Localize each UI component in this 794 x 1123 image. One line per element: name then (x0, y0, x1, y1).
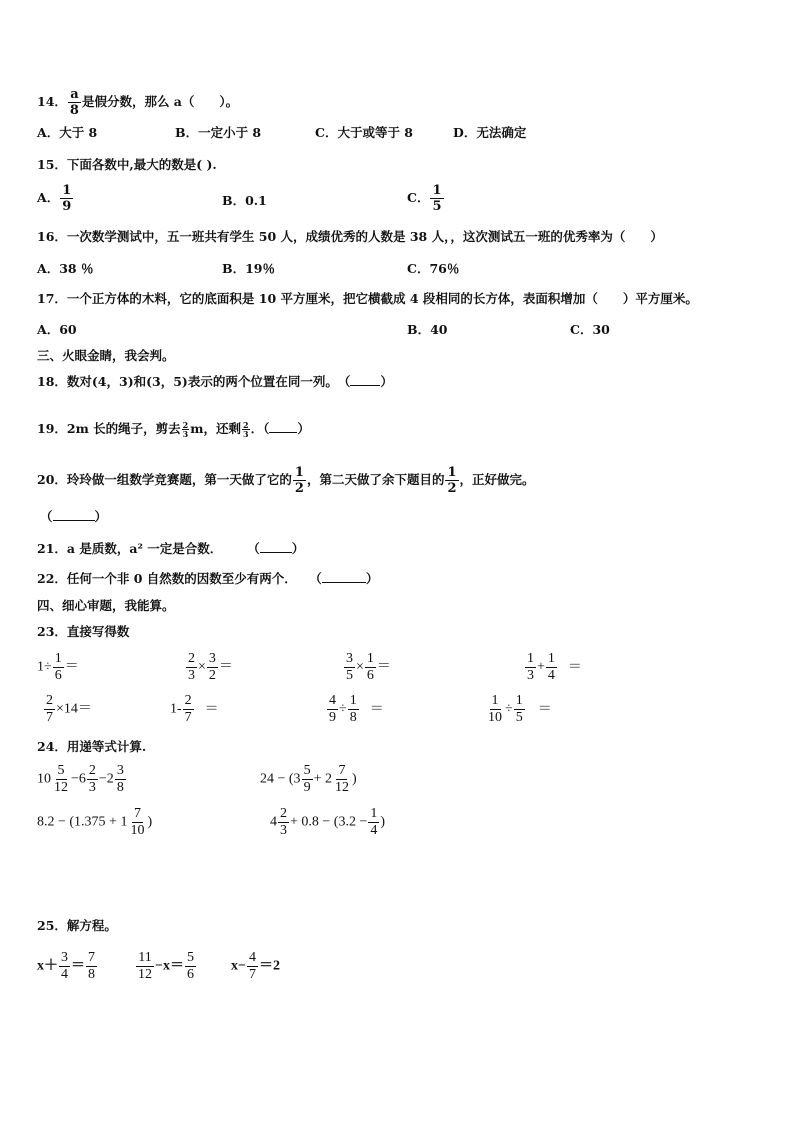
fraction: $\frac{a}{8}$ (69, 87, 79, 118)
answer-blank[interactable] (53, 509, 95, 521)
fraction: $\frac{1}{10}$ (488, 693, 502, 725)
q24-expr-2: 24 − (3 $\frac{5}{9}$ + 2 $\frac{7}{12}$ ) (260, 763, 357, 795)
question-24-title: 24．用递等式计算. (37, 739, 147, 754)
q23-expr-2: $\frac{2}{3}$ × $\frac{3}{2}$ ＝ (188, 651, 233, 683)
fraction: $\frac{2}{7}$ (184, 693, 192, 725)
q17-option-c: C．30 (570, 322, 610, 337)
question-22: 22．任何一个非 0 自然数的因数至少有两个． （ ） (37, 571, 379, 586)
q25-equation-1: x＋ $\frac{3}{4}$ ＝ $\frac{7}{8}$ (37, 950, 95, 982)
q23-expr-4: $\frac{1}{3}$ + $\frac{1}{4}$ ＝ (527, 651, 582, 683)
fraction: $\frac{7}{10}$ (130, 806, 145, 838)
q23-expr-7: $\frac{4}{9}$ ÷ $\frac{1}{8}$ ＝ (329, 693, 384, 725)
fraction: $\frac{1}{5}$ (432, 183, 442, 214)
answer-blank[interactable] (350, 374, 380, 386)
q15-option-c: C． $\frac{1}{5}$ (407, 183, 442, 214)
question-18: 18．数对(4，3)和(3，5)表示的两个位置在同一列。 （ ） (37, 374, 393, 389)
q23-expr-8: $\frac{1}{10}$ ÷ $\frac{1}{5}$ ＝ (488, 693, 552, 725)
fraction: $\frac{1}{3}$ (527, 651, 534, 683)
fraction: $\frac{3}{4}$ (61, 950, 68, 982)
question-20: 20．玲玲做一组数学竞赛题，第一天做了它的 $\frac{1}{2}$ ，第二天做了余下题目的 $\frac{1}{2}$ ，正好做完。 (37, 465, 535, 496)
answer-blank[interactable] (322, 571, 366, 583)
fraction: $\frac{1}{2}$ (294, 465, 304, 496)
fraction: $\frac{3}{5}$ (346, 651, 353, 683)
fraction: $\frac{5}{9}$ (303, 763, 311, 795)
fraction: $\frac{7}{8}$ (88, 950, 95, 982)
fraction: $\frac{11}{12}$ (138, 950, 152, 982)
fraction: $\frac{4}{7}$ (248, 950, 256, 982)
q15-option-a: A． $\frac{1}{9}$ (37, 183, 72, 214)
fraction: $\frac{3}{8}$ (116, 763, 124, 795)
q24-expr-4: 4 $\frac{2}{3}$ + 0.8 − (3.2 − $\frac{1}{4}$ ) (270, 806, 386, 838)
fraction: $\frac{1}{8}$ (349, 693, 357, 725)
q25-equation-3: x− $\frac{4}{7}$ ＝2 (231, 950, 280, 982)
question-15: 15．下面各数中,最大的数是( ). (37, 157, 217, 172)
q23-expr-6: 1- $\frac{2}{7}$ ＝ (170, 693, 219, 725)
fraction: $\frac{1}{5}$ (515, 693, 523, 725)
q23-expr-5: $\frac{2}{7}$ ×14＝ (46, 693, 92, 725)
fraction: $\frac{2}{3}$ (88, 763, 96, 795)
fraction: $\frac{2}{3}$ (188, 651, 195, 683)
question-23-title: 23．直接写得数 (37, 624, 130, 639)
question-14: 14． $\frac{a}{8}$ 是假分数，那么 a（ ）。 (37, 87, 239, 118)
question-21: 21．a 是质数，a² 一定是合数． （ ） (37, 541, 305, 556)
q14-option-d: D．无法确定 (453, 125, 527, 140)
fraction: $\frac{4}{9}$ (329, 693, 336, 725)
q25-equation-2: $\frac{11}{12}$ −x＝ $\frac{5}{6}$ (138, 950, 194, 982)
fraction: $\frac{3}{2}$ (208, 651, 216, 683)
q14-option-b: B．一定小于 8 (175, 125, 262, 140)
fraction: $\frac{5}{6}$ (186, 950, 194, 982)
q24-expr-1: 10 $\frac{5}{12}$ −6 $\frac{2}{3}$ −2 $\frac{3}{8}$ (37, 763, 124, 795)
answer-blank[interactable] (269, 421, 297, 433)
fraction: $\frac{2}{3}$ (280, 806, 287, 838)
fraction: $\frac{1}{6}$ (54, 651, 62, 683)
q23-expr-3: $\frac{3}{5}$ × $\frac{1}{6}$ ＝ (346, 651, 391, 683)
fraction: $\frac{1}{2}$ (447, 465, 457, 496)
q20-answer: （ ） (40, 509, 108, 524)
fraction: $\frac{1}{4}$ (370, 806, 378, 838)
fraction: $\frac{1}{6}$ (366, 651, 374, 683)
fraction: $\frac{2}{3}$ (242, 420, 249, 439)
answer-blank[interactable] (260, 541, 292, 553)
q23-expr-1: 1÷ $\frac{1}{6}$ ＝ (37, 651, 79, 683)
fraction: $\frac{5}{12}$ (54, 763, 68, 795)
q14-option-c: C．大于或等于 8 (315, 125, 413, 140)
question-25-title: 25．解方程。 (37, 918, 117, 933)
fraction: $\frac{1}{4}$ (547, 651, 555, 683)
question-16: 16．一次数学测试中，五一班共有学生 50 人，成绩优秀的人数是 38 人，，这次测试五一班的优秀率为（ ） (37, 229, 663, 244)
fraction: $\frac{2}{7}$ (46, 693, 53, 725)
fraction: $\frac{7}{12}$ (334, 763, 349, 795)
fraction: $\frac{1}{9}$ (62, 183, 72, 214)
q14-option-a: A．大于 8 (37, 125, 98, 140)
section-3-heading: 三、火眼金睛，我会判。 (37, 348, 175, 363)
fraction: $\frac{2}{3}$ (182, 420, 189, 439)
question-19: 19．2m 长的绳子，剪去 $\frac{2}{3}$ m，还剩 $\frac{2}{3}$ ．（ ） (37, 420, 310, 439)
q16-option-a: A．38 ％ (37, 261, 94, 276)
q15-option-b: B．0.1 (222, 193, 267, 208)
q17-option-a: A．60 (37, 322, 77, 337)
section-4-heading: 四、细心审题，我能算。 (37, 598, 175, 613)
q16-option-b: B．19％ (222, 261, 275, 276)
q16-option-c: C．76％ (407, 261, 460, 276)
question-17: 17．一个正方体的木料，它的底面积是 10 平方厘米，把它横截成 4 段相同的长方体，表面积增加（ ）平方厘米。 (37, 291, 698, 306)
q24-expr-3: 8.2 − (1.375 + 1 $\frac{7}{10}$ ) (37, 806, 153, 838)
q17-option-b: B．40 (407, 322, 448, 337)
